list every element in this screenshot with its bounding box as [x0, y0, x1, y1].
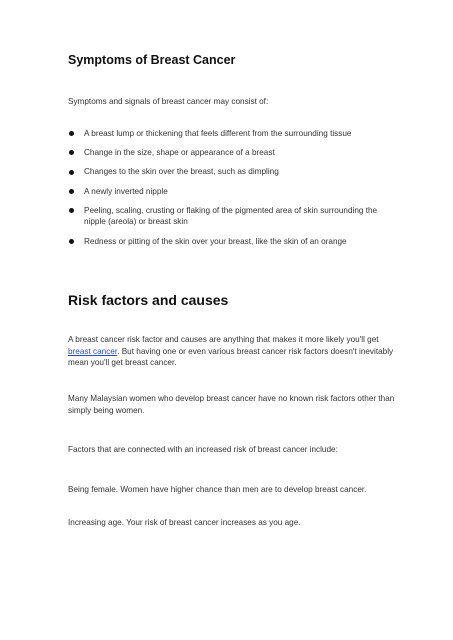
risk-paragraph-2: Many Malaysian women who develop breast cancer have no known risk factors other than simply being women.: [68, 394, 395, 415]
list-item: [68, 205, 398, 228]
list-item-text: Change in the size, shape or appearance of a breast: [84, 148, 275, 158]
list-item: [68, 186, 398, 198]
bullet-icon: [69, 208, 74, 213]
bullet-icon: [69, 170, 74, 175]
risk-paragraph-1-start: A breast cancer risk factor and causes are anything that makes it more likely you'll get: [68, 335, 379, 344]
breast-cancer-link[interactable]: breast cancer: [68, 346, 118, 356]
bullet-icon: [69, 131, 74, 136]
list-item-text: Redness or pitting of the skin over your breast, like the skin of an orange: [84, 236, 347, 246]
section-title-risk-factors: Risk factors and causes: [68, 292, 229, 308]
bullet-icon: [69, 150, 74, 155]
bullet-icon: [69, 239, 74, 244]
list-item: [68, 147, 398, 159]
bullet-icon: [69, 189, 74, 194]
risk-paragraph-4: Being female. Women have higher chance than men are to develop breast cancer.: [68, 485, 367, 494]
risk-paragraph-5: Increasing age. Your risk of breast cancer increases as you age.: [68, 518, 301, 527]
list-item: [68, 128, 398, 140]
risk-paragraph-1-end: . But having one or even various breast cancer risk factors doesn't inevitably mean you'll get breast cancer.: [68, 346, 394, 368]
symptoms-intro: Symptoms and signals of breast cancer may consist of:: [68, 97, 269, 106]
list-item: [68, 236, 398, 248]
list-item-text: A newly inverted nipple: [84, 186, 168, 196]
risk-paragraph-1: [68, 334, 398, 369]
list-item-text: Changes to the skin over the breast, such as dimpling: [84, 167, 279, 177]
list-item: [68, 166, 398, 178]
symptoms-list: [68, 128, 398, 255]
list-item-text: A breast lump or thickening that feels different from the surrounding tissue: [84, 129, 352, 138]
section-title-symptoms: Symptoms of Breast Cancer: [68, 53, 236, 67]
list-item-text: Peeling, scaling, crusting or flaking of the pigmented area of skin surrounding the nipple (areola) or breast skin: [84, 205, 378, 227]
risk-paragraph-3: Factors that are connected with an increased risk of breast cancer include:: [68, 445, 338, 454]
